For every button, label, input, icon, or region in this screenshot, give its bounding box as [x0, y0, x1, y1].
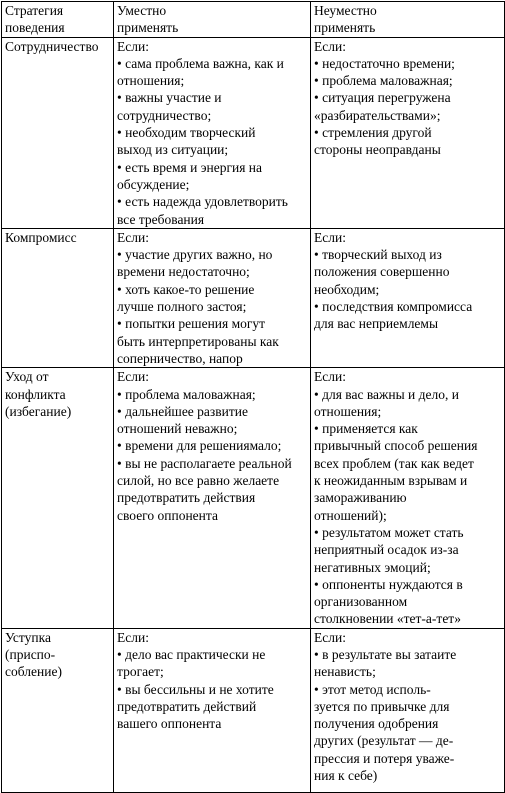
- appropriate-cell: [114, 37, 311, 228]
- bullet-item-cont: зуется по привычке для: [314, 698, 450, 714]
- table-row: [2, 228, 505, 367]
- condition-intro: Если:: [314, 38, 346, 54]
- header-text: поведения: [5, 20, 65, 36]
- bullet-item-cont: лучше полного застоя;: [117, 299, 247, 315]
- condition-intro: Если:: [314, 629, 346, 645]
- inappropriate-cell: [311, 628, 505, 792]
- strategy-name: Сотрудничество: [5, 38, 99, 54]
- bullet-item: • этот метод исполь-: [314, 681, 502, 698]
- condition-intro: Если:: [117, 629, 149, 645]
- bullet-item: • вы не располагаете реальной: [117, 455, 308, 472]
- bullet-item-cont: быть интерпретированы как: [117, 333, 279, 349]
- bullet-item-cont: замораживанию: [314, 490, 407, 506]
- inappropriate-cell: [311, 368, 505, 628]
- bullet-item-cont: предотвратить действий: [117, 698, 257, 714]
- bullet-item: • недостаточно времени;: [314, 55, 502, 72]
- bullet-item: • стремления другой: [314, 124, 502, 141]
- strategy-name: (избегание): [5, 403, 72, 419]
- bullet-item-cont: положения совершенно: [314, 264, 450, 280]
- bullet-item: • времени для решениямало;: [117, 437, 308, 454]
- bullet-item: • важны участие и: [117, 89, 308, 106]
- bullet-item-cont: обсуждение;: [117, 176, 190, 192]
- bullet-item-cont: все требования: [117, 211, 205, 227]
- bullet-item-cont: сотрудничество;: [117, 107, 212, 123]
- strategy-cell: [2, 37, 114, 228]
- bullet-item: • сама проблема важна, как и: [117, 55, 308, 72]
- bullet-item-cont: необходим;: [314, 281, 380, 297]
- bullet-item-cont: отношений неважно;: [117, 421, 238, 437]
- bullet-item: • в результате вы затаите: [314, 646, 502, 663]
- condition-intro: Если:: [314, 369, 346, 385]
- strategy-name: собление): [5, 664, 62, 680]
- bullet-item: • ситуация перегружена: [314, 89, 502, 106]
- strategy-table: [1, 1, 505, 793]
- appropriate-cell: [114, 368, 311, 628]
- bullet-item-cont: негативных эмоций;: [314, 559, 431, 575]
- bullet-item-cont: прессия и потеря уваже-: [314, 750, 455, 766]
- condition-intro: Если:: [314, 229, 346, 245]
- header-appropriate: [114, 2, 311, 38]
- bullet-item: • дело вас практически не: [117, 646, 308, 663]
- bullet-item: • последствия компромисса: [314, 298, 502, 315]
- bullet-item: • проблема маловажная;: [314, 72, 502, 89]
- table-row: [2, 37, 505, 228]
- header-text: применять: [314, 20, 376, 36]
- bullet-item: • применяется как: [314, 420, 502, 437]
- bullet-item-cont: отношения;: [117, 73, 185, 89]
- bullet-item-cont: соперничество, напор: [117, 350, 243, 366]
- appropriate-cell: [114, 228, 311, 367]
- appropriate-cell: [114, 628, 311, 792]
- bullet-item-cont: к неожиданным взрывам и: [314, 473, 468, 489]
- bullet-item-cont: предотвратить действия: [117, 490, 256, 506]
- bullet-item-cont: всех проблем (так как ведет: [314, 455, 474, 471]
- strategy-name: Уход от: [5, 369, 49, 385]
- bullet-item-cont: стороны неоправданы: [314, 142, 441, 158]
- bullet-item-cont: отношения;: [314, 403, 382, 419]
- condition-intro: Если:: [117, 38, 149, 54]
- bullet-item-cont: времени недостаточно;: [117, 264, 250, 280]
- header-text: Стратегия: [5, 3, 64, 18]
- inappropriate-cell: [311, 228, 505, 367]
- bullet-item-cont: неприятный осадок из-за: [314, 542, 459, 558]
- bullet-item: • участие других важно, но: [117, 246, 308, 263]
- bullet-item: • хоть какое-то решение: [117, 281, 308, 298]
- strategy-cell: [2, 628, 114, 792]
- strategy-name: Уступка: [5, 629, 51, 645]
- bullet-item-cont: выход из ситуации;: [117, 142, 229, 158]
- bullet-item-cont: ния к себе): [314, 768, 378, 784]
- bullet-item: • творческий выход из: [314, 246, 502, 263]
- header-strategy: [2, 2, 114, 38]
- bullet-item: • есть надежда удовлетворить: [117, 193, 308, 210]
- bullet-item-cont: ненависть;: [314, 664, 376, 680]
- bullet-item-cont: своего оппонента: [117, 507, 218, 523]
- bullet-item-cont: привычный способ решения: [314, 438, 478, 454]
- bullet-item: • вы бессильны и не хотите: [117, 681, 308, 698]
- header-text: Уместно: [117, 3, 167, 18]
- bullet-item: • для вас важны и дело, и: [314, 386, 502, 403]
- condition-intro: Если:: [117, 369, 149, 385]
- bullet-item: • есть время и энергия на: [117, 159, 308, 176]
- bullet-item-cont: других (результат — де-: [314, 733, 454, 749]
- bullet-item: • попытки решения могут: [117, 315, 308, 332]
- bullet-item-cont: вашего оппонента: [117, 716, 222, 732]
- strategy-name: конфликта: [5, 386, 66, 402]
- bullet-item-cont: получения одобрения: [314, 716, 439, 732]
- bullet-item: • проблема маловажная;: [117, 386, 308, 403]
- strategy-name: Компромисс: [5, 229, 77, 245]
- bullet-item-cont: трогает;: [117, 664, 164, 680]
- inappropriate-cell: [311, 37, 505, 228]
- bullet-item-cont: «разбирательствами»;: [314, 107, 441, 123]
- header-text: Неуместно: [314, 3, 377, 18]
- bullet-item-cont: столкновении «тет-а-тет»: [314, 611, 461, 627]
- bullet-item: • результатом может стать: [314, 524, 502, 541]
- strategy-name: (приспо-: [5, 646, 56, 662]
- bullet-item-cont: силой, но все равно желаете: [117, 473, 280, 489]
- bullet-item: • оппоненты нуждаются в: [314, 576, 502, 593]
- header-text: применять: [117, 20, 179, 36]
- bullet-item-cont: отношений);: [314, 507, 387, 523]
- table-row: [2, 628, 505, 792]
- bullet-item: • необходим творческий: [117, 124, 308, 141]
- bullet-item-cont: организованном: [314, 594, 408, 610]
- table-row: [2, 368, 505, 628]
- header-inappropriate: [311, 2, 505, 38]
- bullet-item: • дальнейшее развитие: [117, 403, 308, 420]
- header-row: [2, 2, 505, 38]
- strategy-cell: [2, 368, 114, 628]
- condition-intro: Если:: [117, 229, 149, 245]
- strategy-cell: [2, 228, 114, 367]
- bullet-item-cont: для вас неприемлемы: [314, 316, 439, 332]
